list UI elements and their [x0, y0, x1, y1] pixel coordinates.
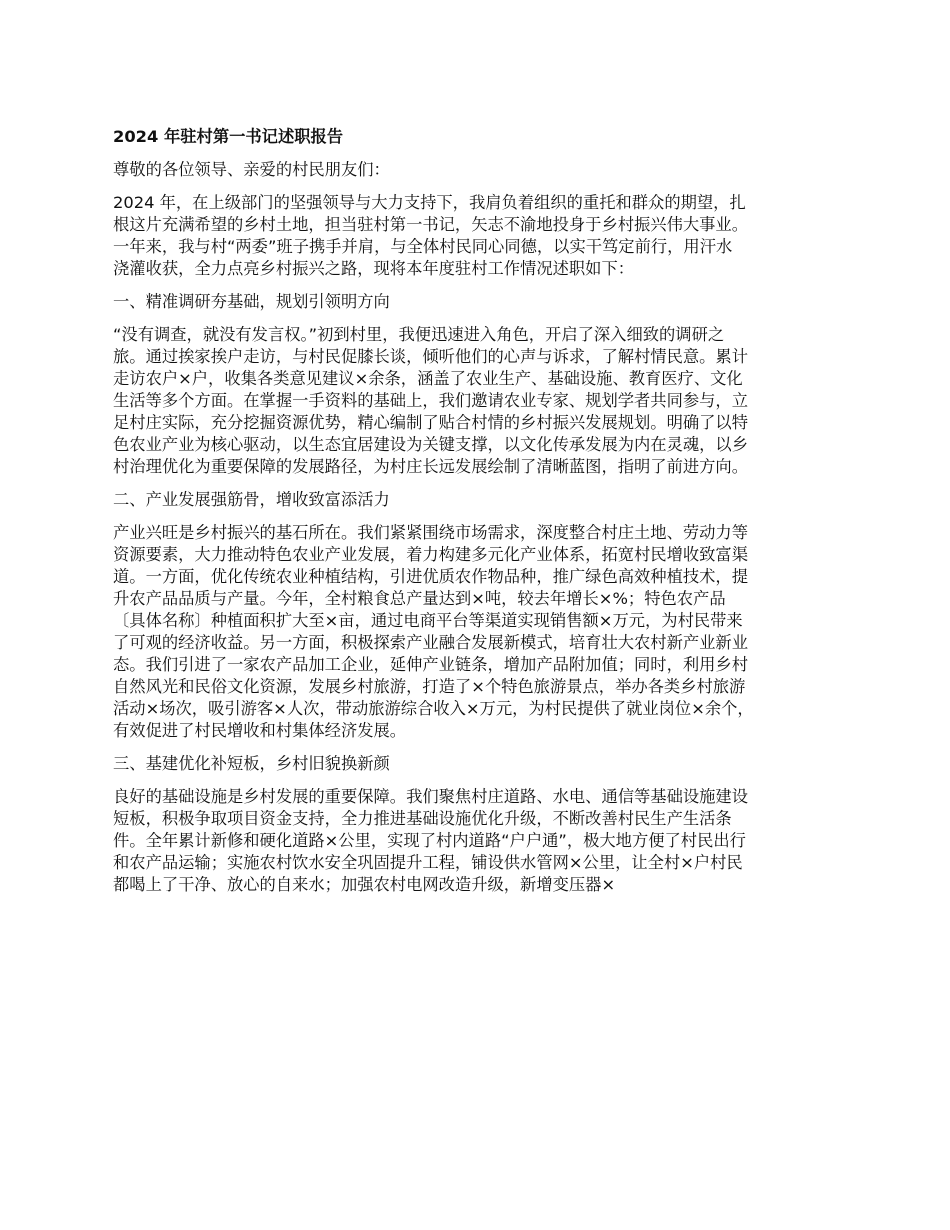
- section-1-line: 足村庄实际，充分挖掘资源优势，精心编制了贴合村情的乡村振兴发展规划。明确了以特: [113, 413, 748, 432]
- document-body: [113, 126, 840, 907]
- intro-line: 一年来，我与村“两委”班子携手并肩，与全体村民同心同德，以实干笃定前行，用汗水: [113, 237, 733, 256]
- section-2-line: 产业兴旺是乡村振兴的基石所在。我们紧紧围绕市场需求，深度整合村庄土地、劳动力等: [113, 523, 748, 542]
- section-3-paragraph: [113, 786, 840, 896]
- section-2-line: 升农产品品质与产量。今年，全村粮食总产量达到×吨，较去年增长×%；特色农产品: [113, 589, 726, 608]
- section-1-line: 生活等多个方面。在掌握一手资料的基础上，我们邀请农业专家、规划学者共同参与，立: [113, 391, 748, 410]
- intro-line: 根这片充满希望的乡村土地，担当驻村第一书记，矢志不渝地投身于乡村振兴伟大事业。: [113, 215, 748, 234]
- section-2-heading: 二、产业发展强筋骨，增收致富添活力: [113, 490, 390, 509]
- section-3-line: 件。全年累计新修和硬化道路×公里，实现了村内道路“户户通”，极大地方便了村民出行: [113, 831, 746, 850]
- section-2-line: 活动×场次，吸引游客×人次，带动旅游综合收入×万元，为村民提供了就业岗位×余个，: [113, 699, 754, 718]
- intro-line: 2024 年，在上级部门的坚强领导与大力支持下，我肩负着组织的重托和群众的期望，扎: [113, 193, 746, 212]
- section-1-line: “没有调查，就没有发言权。”初到村里，我便迅速进入角色，开启了深入细致的调研之: [113, 325, 725, 344]
- intro-paragraph: [113, 192, 840, 280]
- section-2-line: 自然风光和民俗文化资源，发展乡村旅游，打造了×个特色旅游景点，举办各类乡村旅游: [113, 677, 746, 696]
- section-2-line: 有效促进了村民增收和村集体经济发展。: [113, 721, 407, 740]
- intro-line: 浇灌收获，全力点亮乡村振兴之路，现将本年度驻村工作情况述职如下：: [113, 259, 635, 278]
- greeting: 尊敬的各位领导、亲爱的村民朋友们：: [113, 160, 390, 179]
- section-3-line: 都喝上了干净、放心的自来水；加强农村电网改造升级，新增变压器×: [113, 875, 616, 894]
- section-2-line: 道。一方面，优化传统农业种植结构，引进优质农作物品种，推广绿色高效种植技术，提: [113, 567, 748, 586]
- section-2-line: 了可观的经济收益。另一方面，积极探索产业融合发展新模式，培育壮大农村新产业新业: [113, 633, 748, 652]
- section-1-line: 村治理优化为重要保障的发展路径，为村庄长远发展绘制了清晰蓝图，指明了前进方向。: [113, 457, 748, 476]
- section-2-paragraph: [113, 522, 840, 742]
- section-3-line: 良好的基础设施是乡村发展的重要保障。我们聚焦村庄道路、水电、通信等基础设施建设: [113, 787, 748, 806]
- section-1-heading: 一、精准调研夯基础，规划引领明方向: [113, 292, 390, 311]
- document-title: 2024 年驻村第一书记述职报告: [113, 127, 344, 146]
- section-2-line: 态。我们引进了一家农产品加工企业，延伸产业链条，增加产品附加值；同时，利用乡村: [113, 655, 748, 674]
- section-2-line: 资源要素，大力推动特色农业产业发展，着力构建多元化产业体系，拓宽村民增收致富渠: [113, 545, 748, 564]
- section-2-line: 〔具体名称〕种植面积扩大至×亩，通过电商平台等渠道实现销售额×万元，为村民带来: [113, 611, 743, 630]
- section-1-line: 色农业产业为核心驱动，以生态宜居建设为关键支撑，以文化传承发展为内在灵魂，以乡: [113, 435, 748, 454]
- section-1-line: 走访农户×户，收集各类意见建议×余条，涵盖了农业生产、基础设施、教育医疗、文化: [113, 369, 743, 388]
- section-3-line: 和农产品运输；实施农村饮水安全巩固提升工程，铺设供水管网×公里，让全村×户村民: [113, 853, 743, 872]
- section-3-line: 短板，积极争取项目资金支持，全力推进基础设施优化升级，不断改善村民生产生活条: [113, 809, 732, 828]
- section-1-line: 旅。通过挨家挨户走访，与村民促膝长谈，倾听他们的心声与诉求，了解村情民意。累计: [113, 347, 748, 366]
- section-1-paragraph: [113, 324, 840, 478]
- section-3-heading: 三、基建优化补短板，乡村旧貌换新颜: [113, 754, 390, 773]
